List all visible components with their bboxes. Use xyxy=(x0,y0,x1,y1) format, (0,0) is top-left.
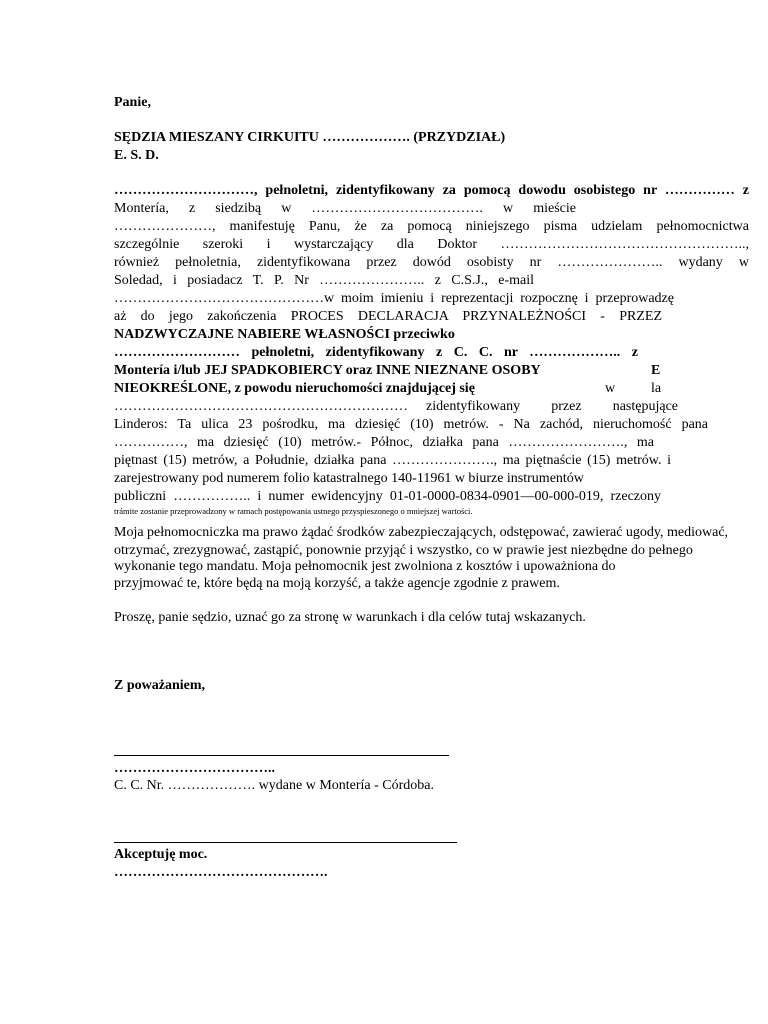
addressee-line-1: SĘDZIA MIESZANY CIRKUITU ………………. (PRZYDZIAŁ) xyxy=(114,130,506,145)
body-line: Montería, z siedzibą w ………………………………. w mieście xyxy=(114,201,576,216)
closing: Z poważaniem, xyxy=(114,678,205,693)
body-line: aż do jego zakończenia PROCES DECLARACJA PRZYNALEŻNOŚCI - PRZEZ xyxy=(114,309,662,324)
body-line: NIEOKREŚLONE, z powodu nieruchomości znajdującej się xyxy=(114,381,475,396)
body-line: Soledad, i posiadacz T. P. Nr ………………….. z C.S.J., e-mail xyxy=(114,273,534,288)
request-paragraph: Proszę, panie sędzio, uznać go za stronę w warunkach i dla celów tutaj wskazanych. xyxy=(114,610,586,625)
body-footnote-line: trámite zostanie przeprowadzony w ramach postępowania ustnego przyspieszonego o mniejszej wartości. xyxy=(114,506,473,516)
body-line-fragment: E xyxy=(651,363,661,378)
body-line: Montería i/lub JEJ SPADKOBIERCY oraz INNE NIEZNANE OSOBY xyxy=(114,363,541,378)
body-line: zarejestrowany pod numerem folio katastralnego 140-11961 w biurze instrumentów xyxy=(114,471,584,486)
body-line-fragment: ……………………………………………………… xyxy=(114,399,408,414)
body-line: szczególnie szeroki i wystarczający dla Doktor …………………………………………….., xyxy=(114,237,749,252)
body-line: piętnast (15) metrów, a Południe, działka pana …………………., ma piętnaście (15) metrów. i xyxy=(114,453,671,468)
signature-line-1 xyxy=(114,755,449,756)
addressee-line-2: E. S. D. xyxy=(114,148,159,163)
body-line-fragment: la xyxy=(651,381,662,396)
powers-line: otrzymać, zrezygnować, zastąpić, ponownie przyjąć i wszystko, co w prawie jest niezbędne do pełnego xyxy=(114,543,693,558)
body-line: ……………, ma dziesięć (10) metrów.- Północ, działka pana ……………………., ma xyxy=(114,435,654,450)
signature-1-dots: …………………………….. xyxy=(114,761,275,776)
powers-line: wykonanie tego mandatu. Moja pełnomocnik jest zwolniona z kosztów i upoważniona do xyxy=(114,559,616,574)
salutation: Panie, xyxy=(114,95,151,110)
signature-1-cc-line: C. C. Nr. ………………. wydane w Montería - Córdoba. xyxy=(114,778,435,793)
body-line: ………………………………………w moim imieniu i reprezentacji rozpocznę i przeprowadzę xyxy=(114,291,674,306)
body-line: …………………………, pełnoletni, zidentyfikowany za pomocą dowodu osobistego nr …………… z xyxy=(114,183,749,198)
body-line: …………………, manifestuję Panu, że za pomocą niniejszego pisma udzielam pełnomocnictwa xyxy=(114,219,749,234)
body-line: Linderos: Ta ulica 23 pośrodku, ma dziesięć (10) metrów. - Na zachód, nieruchomość pana xyxy=(114,417,708,432)
body-line-fragment: w xyxy=(605,381,616,396)
powers-line: przyjmować te, które będą na moją korzyść, a także agencje zgodnie z prawem. xyxy=(114,576,560,591)
body-line-fragment: zidentyfikowany przez następujące xyxy=(426,399,678,414)
signature-line-2 xyxy=(114,842,457,843)
powers-line: Moja pełnomocniczka ma prawo żądać środków zabezpieczających, odstępować, zawierać ugody, mediować, xyxy=(114,525,729,540)
body-line: NADZWYCZAJNE NABIERE WŁASNOŚCI przeciwko xyxy=(114,327,455,342)
accept-power: Akceptuję moc. xyxy=(114,847,208,862)
signature-2-dots: ………………………………………. xyxy=(114,865,328,880)
body-line: ……………………… pełnoletni, zidentyfikowany z C. C. nr ……………….. z xyxy=(114,345,638,360)
body-line: również pełnoletnia, zidentyfikowana przez dowód osobisty nr ………………….. wydany w xyxy=(114,255,749,270)
body-line: publiczni …………….. i numer ewidencyjny 01-01-0000-0834-0901—00-000-019, rzeczony xyxy=(114,489,661,504)
